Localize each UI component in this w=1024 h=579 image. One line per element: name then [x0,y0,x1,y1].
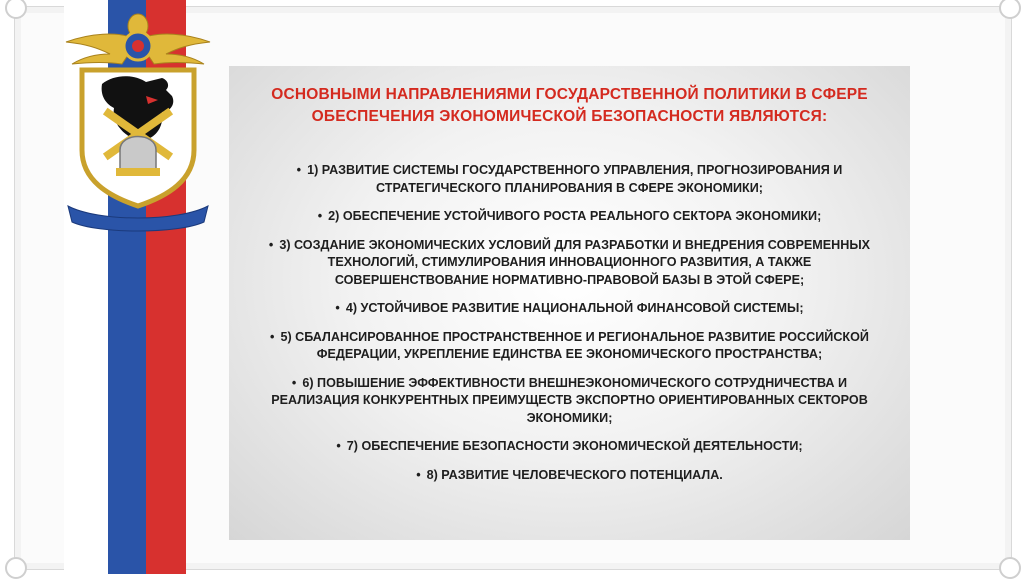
bullet-icon: • [416,467,421,482]
content-panel [229,66,910,540]
list-item-line: • 4) УСТОЙЧИВОЕ РАЗВИТИЕ НАЦИОНАЛЬНОЙ ФИНАНСОВОЙ СИСТЕМЫ; [335,301,804,315]
frame-corner-decoration [999,0,1021,19]
bullet-icon: • [268,237,274,252]
list-item-line: ЭКОНОМИКИ; [526,410,613,425]
list-item-line: • 3) СОЗДАНИЕ ЭКОНОМИЧЕСКИХ УСЛОВИЙ ДЛЯ РАЗРАБОТКИ И ВНЕДРЕНИЯ СОВРЕМЕННЫХ [268,237,871,252]
coat-of-arms-emblem-icon [58,0,218,235]
bullet-icon: • [335,301,340,315]
bullet-icon: • [317,209,323,223]
list-item [259,438,880,456]
bullet-icon: • [270,329,275,344]
list-item-line: • 5) СБАЛАНСИРОВАННОЕ ПРОСТРАНСТВЕННОЕ И РЕГИОНАЛЬНОЕ РАЗВИТИЕ РОССИЙСКОЙ [270,329,869,344]
list-item-line: ФЕДЕРАЦИИ, УКРЕПЛЕНИЕ ЕДИНСТВА ЕЕ ЭКОНОМИЧЕСКОГО ПРОСТРАНСТВА; [316,347,823,361]
frame-corner-decoration [999,557,1021,579]
list-item [259,300,880,318]
list-item [259,329,880,364]
list-item [259,162,880,197]
bullet-icon: • [336,439,341,453]
list-item [259,375,880,428]
list-item [259,237,880,290]
list-item-line: • 1) РАЗВИТИЕ СИСТЕМЫ ГОСУДАРСТВЕННОГО УПРАВЛЕНИЯ, ПРОГНОЗИРОВАНИЯ И [296,163,843,177]
list-item-line: • 8) РАЗВИТИЕ ЧЕЛОВЕЧЕСКОГО ПОТЕНЦИАЛА. [416,467,723,482]
slide-title [229,84,910,128]
list-item-line: • 2) ОБЕСПЕЧЕНИЕ УСТОЙЧИВОГО РОСТА РЕАЛЬНОГО СЕКТОРА ЭКОНОМИКИ; [317,209,822,223]
list-item-line: • 7) ОБЕСПЕЧЕНИЕ БЕЗОПАСНОСТИ ЭКОНОМИЧЕСКОЙ ДЕЯТЕЛЬНОСТИ; [336,439,803,453]
frame-corner-decoration [5,0,27,19]
list-item [259,467,880,485]
bullet-icon: • [291,375,297,390]
title-line: ОСНОВНЫМИ НАПРАВЛЕНИЯМИ ГОСУДАРСТВЕННОЙ ПОЛИТИКИ В СФЕРЕ [271,86,868,103]
title-line: ОБЕСПЕЧЕНИЯ ЭКОНОМИЧЕСКОЙ БЕЗОПАСНОСТИ ЯВЛЯЮТСЯ: [311,108,828,125]
list-item-line: • 6) ПОВЫШЕНИЕ ЭФФЕКТИВНОСТИ ВНЕШНЕЭКОНОМИЧЕСКОГО СОТРУДНИЧЕСТВА И [291,375,848,390]
list-item-line: СТРАТЕГИЧЕСКОГО ПЛАНИРОВАНИЯ В СФЕРЕ ЭКОНОМИКИ; [376,180,763,195]
list-item-line: СОВЕРШЕНСТВОВАНИЕ НОРМАТИВНО-ПРАВОВОЙ БАЗЫ В ЭТОЙ СФЕРЕ; [334,272,805,287]
list-item-line: ТЕХНОЛОГИЙ, СТИМУЛИРОВАНИЯ ИННОВАЦИОННОГО РАЗВИТИЯ, А ТАКЖЕ [327,255,812,269]
frame-corner-decoration [5,557,27,579]
list-item [259,208,880,226]
policy-list [259,162,880,495]
bullet-icon: • [296,163,302,177]
list-item-line: РЕАЛИЗАЦИЯ КОНКУРЕНТНЫХ ПРЕИМУЩЕСТВ ЭКСПОРТНО ОРИЕНТИРОВАННЫХ СЕКТОРОВ [271,393,868,407]
